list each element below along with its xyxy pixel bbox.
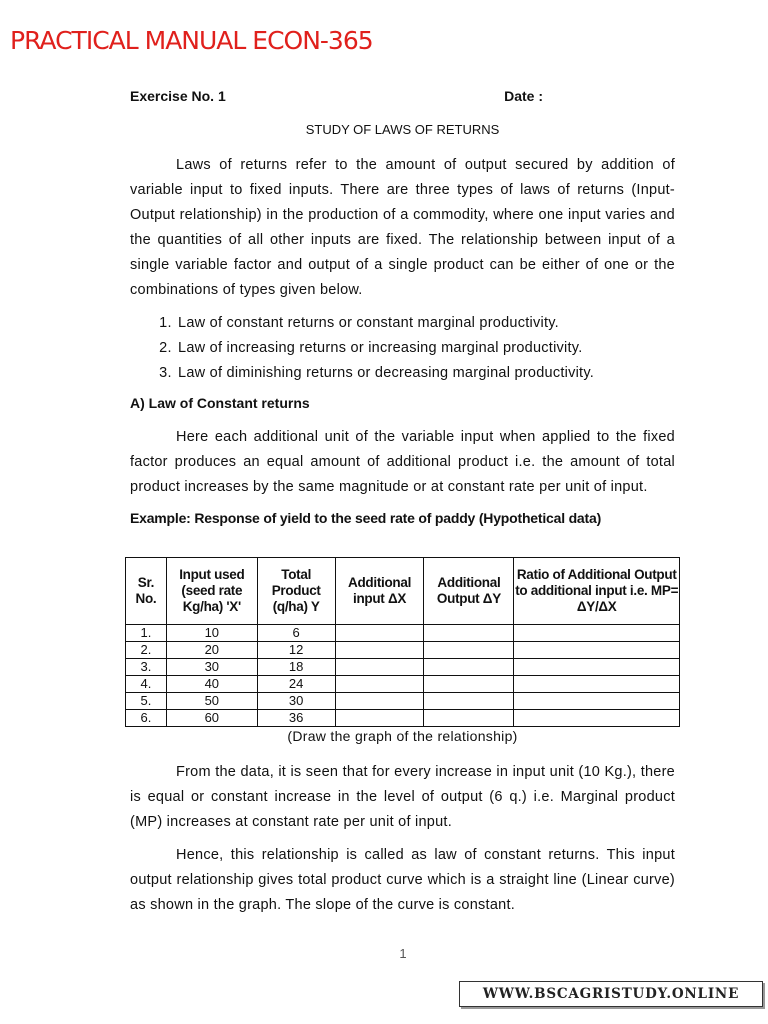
- col-header-sr: Sr. No.: [126, 558, 167, 625]
- data-paragraph: From the data, it is seen that for every increase in input unit (10 Kg.), there is equal or constant increase in the level of output (6 q.) i.e. Marginal product (MP) increases at constant rate per unit of input.: [130, 764, 675, 830]
- list-item: 2. Law of increasing returns or increasing marginal productivity.: [176, 336, 675, 361]
- table-cell: 12: [257, 642, 335, 659]
- table-header-row: [126, 558, 680, 625]
- table-row: [126, 625, 680, 642]
- section-a-heading: A) Law of Constant returns: [130, 395, 310, 411]
- table-cell: 1.: [126, 625, 167, 642]
- table-cell: 4.: [126, 676, 167, 693]
- table-cell: [335, 710, 424, 727]
- table-cell: 60: [166, 710, 257, 727]
- manual-title: PRACTICAL MANUAL ECON-365: [10, 26, 373, 55]
- table-row: [126, 659, 680, 676]
- table-cell: [514, 693, 680, 710]
- col-header-additional-input: Additional input ΔX: [335, 558, 424, 625]
- col-header-mp-ratio: Ratio of Additional Output to additional input i.e. MP= ΔY/ΔX: [514, 558, 680, 625]
- website-watermark: WWW.BSCAGRISTUDY.ONLINE: [459, 981, 763, 1007]
- table-cell: [335, 693, 424, 710]
- table-cell: 36: [257, 710, 335, 727]
- table-caption: (Draw the graph of the relationship): [287, 728, 518, 744]
- table-cell: 10: [166, 625, 257, 642]
- table-cell: [514, 642, 680, 659]
- list-item: 3. Law of diminishing returns or decreasing marginal productivity.: [176, 361, 675, 386]
- col-header-total-product: Total Product (q/ha) Y: [257, 558, 335, 625]
- table-cell: 2.: [126, 642, 167, 659]
- table-cell: [424, 642, 514, 659]
- table-cell: 40: [166, 676, 257, 693]
- list-item: 1. Law of constant returns or constant marginal productivity.: [176, 311, 675, 336]
- example-title: Example: Response of yield to the seed rate of paddy (Hypothetical data): [130, 510, 602, 526]
- table-cell: 30: [166, 659, 257, 676]
- date-label: Date :: [504, 88, 543, 104]
- table-cell: 24: [257, 676, 335, 693]
- col-header-input: Input used (seed rate Kg/ha) 'X': [166, 558, 257, 625]
- conclusion-paragraph: Hence, this relationship is called as law of constant returns. This input output relationship gives total product curve which is a straight line (Linear curve) as shown in the graph. The slope of the curve is constant.: [130, 847, 675, 913]
- table-cell: [424, 625, 514, 642]
- table-cell: 30: [257, 693, 335, 710]
- table-cell: [514, 710, 680, 727]
- lower-content: [130, 760, 675, 918]
- table-cell: [424, 676, 514, 693]
- table-cell: [335, 642, 424, 659]
- table-cell: 50: [166, 693, 257, 710]
- table-cell: [335, 676, 424, 693]
- study-title: STUDY OF LAWS OF RETURNS: [305, 122, 500, 137]
- col-header-additional-output: Additional Output ΔY: [424, 558, 514, 625]
- intro-paragraph: Laws of returns refer to the amount of output secured by addition of variable input to fixed inputs. There are three types of laws of returns (Input-Output relationship) in the production of a commodity, where one input varies and the quantities of all other inputs are fixed. The relationship between input of a single variable factor and output of a single product can be either of one or the combinations of types given below.: [130, 157, 675, 298]
- data-table-wrapper: [125, 557, 680, 744]
- page-number: 1: [399, 946, 407, 961]
- yield-table: [125, 557, 680, 727]
- exercise-number: Exercise No. 1: [130, 88, 226, 104]
- table-cell: [335, 659, 424, 676]
- table-row: [126, 710, 680, 727]
- table-cell: [424, 693, 514, 710]
- table-cell: 20: [166, 642, 257, 659]
- laws-list: [130, 311, 675, 386]
- table-cell: 3.: [126, 659, 167, 676]
- table-cell: 5.: [126, 693, 167, 710]
- table-cell: [424, 659, 514, 676]
- table-cell: 18: [257, 659, 335, 676]
- table-cell: 6: [257, 625, 335, 642]
- table-row: [126, 676, 680, 693]
- exercise-row: [130, 88, 675, 106]
- table-cell: [335, 625, 424, 642]
- upper-content: [130, 88, 675, 528]
- table-cell: [514, 625, 680, 642]
- table-row: [126, 693, 680, 710]
- table-row: [126, 642, 680, 659]
- section-a-paragraph: Here each additional unit of the variable input when applied to the fixed factor produces an equal amount of additional product i.e. the amount of total product increases by the same magnitude or at constant rate per unit of input.: [130, 429, 675, 495]
- table-cell: [514, 659, 680, 676]
- table-cell: 6.: [126, 710, 167, 727]
- table-cell: [424, 710, 514, 727]
- table-cell: [514, 676, 680, 693]
